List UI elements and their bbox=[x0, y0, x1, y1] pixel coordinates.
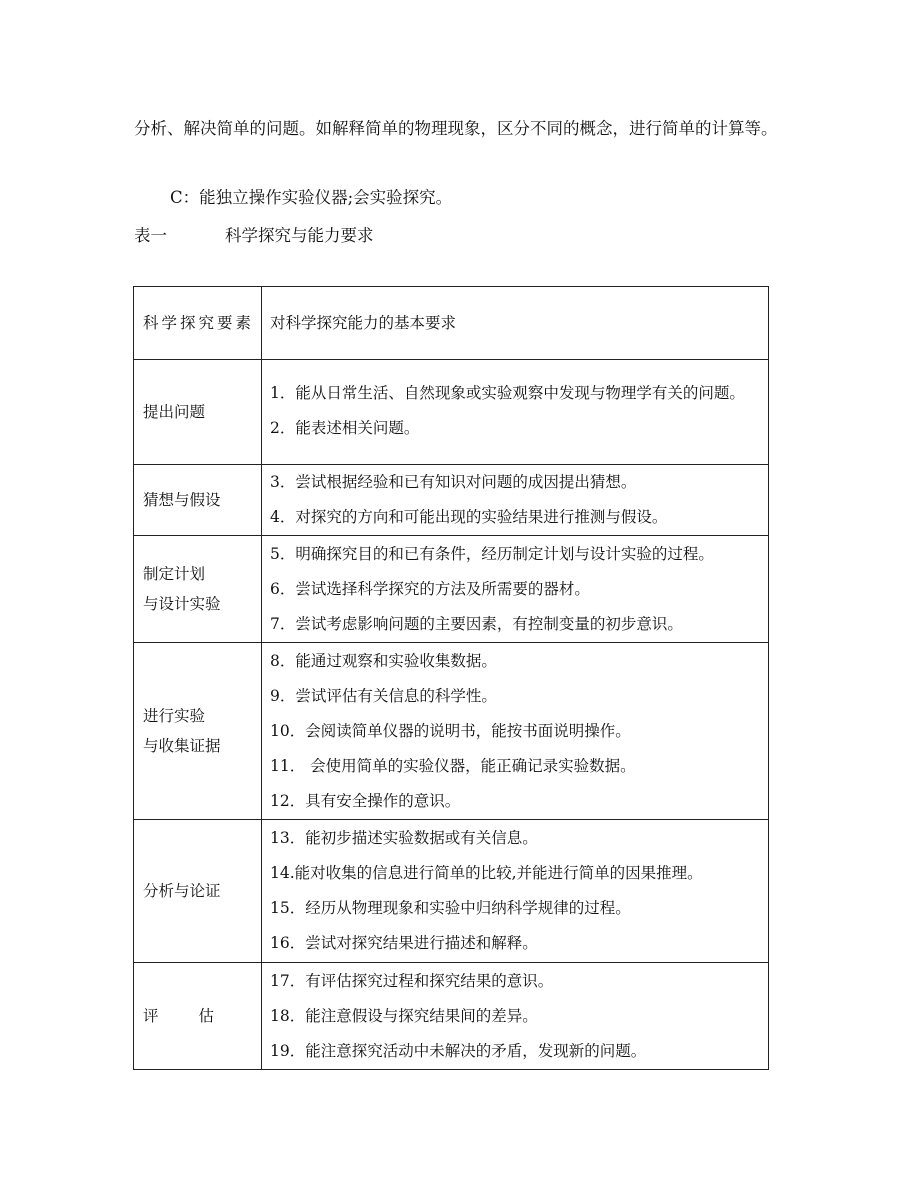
table-row bbox=[134, 536, 769, 643]
requirement-cell bbox=[262, 820, 769, 963]
element-cell bbox=[134, 536, 262, 643]
table-row bbox=[134, 465, 769, 536]
table-row bbox=[134, 643, 769, 820]
requirement-item: 12．具有安全操作的意识。 bbox=[270, 791, 461, 810]
table-header-row bbox=[134, 287, 769, 360]
requirement-item: 15．经历从物理现象和实验中归纳科学规律的过程。 bbox=[270, 899, 631, 917]
element-label: 分析与论证 bbox=[143, 882, 221, 900]
element-label: 评估 bbox=[143, 1007, 255, 1025]
header-requirement-cell bbox=[262, 287, 769, 360]
requirements-table bbox=[133, 286, 769, 1070]
element-label: 猜想与假设 bbox=[143, 491, 221, 509]
requirement-cell bbox=[262, 963, 769, 1070]
requirement-item: 2．能表述相关问题。 bbox=[270, 418, 420, 437]
element-cell bbox=[134, 963, 262, 1070]
requirement-item: 6．尝试选择科学探究的方法及所需要的器材。 bbox=[270, 579, 590, 598]
requirement-item: 14.能对收集的信息进行简单的比较,并能进行简单的因果推理。 bbox=[270, 864, 703, 882]
requirement-item: 17．有评估探究过程和探究结果的意识。 bbox=[270, 971, 554, 990]
element-cell bbox=[134, 465, 262, 536]
requirement-item: 19．能注意探究活动中未解决的矛盾，发现新的问题。 bbox=[270, 1041, 647, 1060]
requirement-item: 16．尝试对探究结果进行描述和解释。 bbox=[270, 934, 538, 952]
element-label: 提出问题 bbox=[143, 403, 206, 421]
table-caption bbox=[134, 220, 784, 252]
table-caption-label: 表一 bbox=[134, 226, 167, 245]
element-cell bbox=[134, 643, 262, 820]
requirement-item: 18．能注意假设与探究结果间的差异。 bbox=[270, 1006, 538, 1025]
element-cell bbox=[134, 360, 262, 465]
paragraph-level-c: C：能独立操作实验仪器;会实验探究。 bbox=[170, 188, 453, 207]
requirement-cell bbox=[262, 465, 769, 536]
element-label-line: 与设计实验 bbox=[143, 595, 221, 613]
element-label-line: 制定计划 bbox=[143, 565, 206, 583]
header-requirement-label: 对科学探究能力的基本要求 bbox=[270, 313, 457, 332]
requirement-item: 13．能初步描述实验数据或有关信息。 bbox=[270, 829, 538, 847]
requirement-item: 5．明确探究目的和已有条件，经历制定计划与设计实验的过程。 bbox=[270, 544, 714, 563]
table-row bbox=[134, 360, 769, 465]
table-caption-title: 科学探究与能力要求 bbox=[225, 226, 374, 245]
requirement-cell bbox=[262, 536, 769, 643]
header-element-label: 科学探究要素 bbox=[143, 314, 255, 332]
requirement-item: 4．对探究的方向和可能出现的实验结果进行推测与假设。 bbox=[270, 508, 668, 526]
requirement-cell bbox=[262, 360, 769, 465]
requirement-item: 1．能从日常生活、自然现象或实验观察中发现与物理学有关的问题。 bbox=[270, 383, 745, 402]
table-row bbox=[134, 820, 769, 963]
requirement-cell bbox=[262, 643, 769, 820]
requirement-item: 3．尝试根据经验和已有知识对问题的成因提出猜想。 bbox=[270, 473, 637, 491]
requirement-item: 11． 会使用简单的实验仪器，能正确记录实验数据。 bbox=[270, 756, 636, 775]
element-label-line: 与收集证据 bbox=[143, 737, 221, 755]
requirement-item: 8．能通过观察和实验收集数据。 bbox=[270, 651, 497, 670]
requirement-item: 7．尝试考虑影响问题的主要因素，有控制变量的初步意识。 bbox=[270, 614, 683, 633]
element-cell bbox=[134, 820, 262, 963]
element-label-line: 进行实验 bbox=[143, 707, 206, 725]
header-element-cell bbox=[134, 287, 262, 360]
requirement-item: 9．尝试评估有关信息的科学性。 bbox=[270, 686, 497, 705]
table-row bbox=[134, 963, 769, 1070]
requirement-item: 10．会阅读简单仪器的说明书，能按书面说明操作。 bbox=[270, 721, 631, 740]
paragraph-continuation: 分析、解决简单的问题。如解释简单的物理现象，区分不同的概念，进行简单的计算等。 bbox=[134, 119, 778, 138]
